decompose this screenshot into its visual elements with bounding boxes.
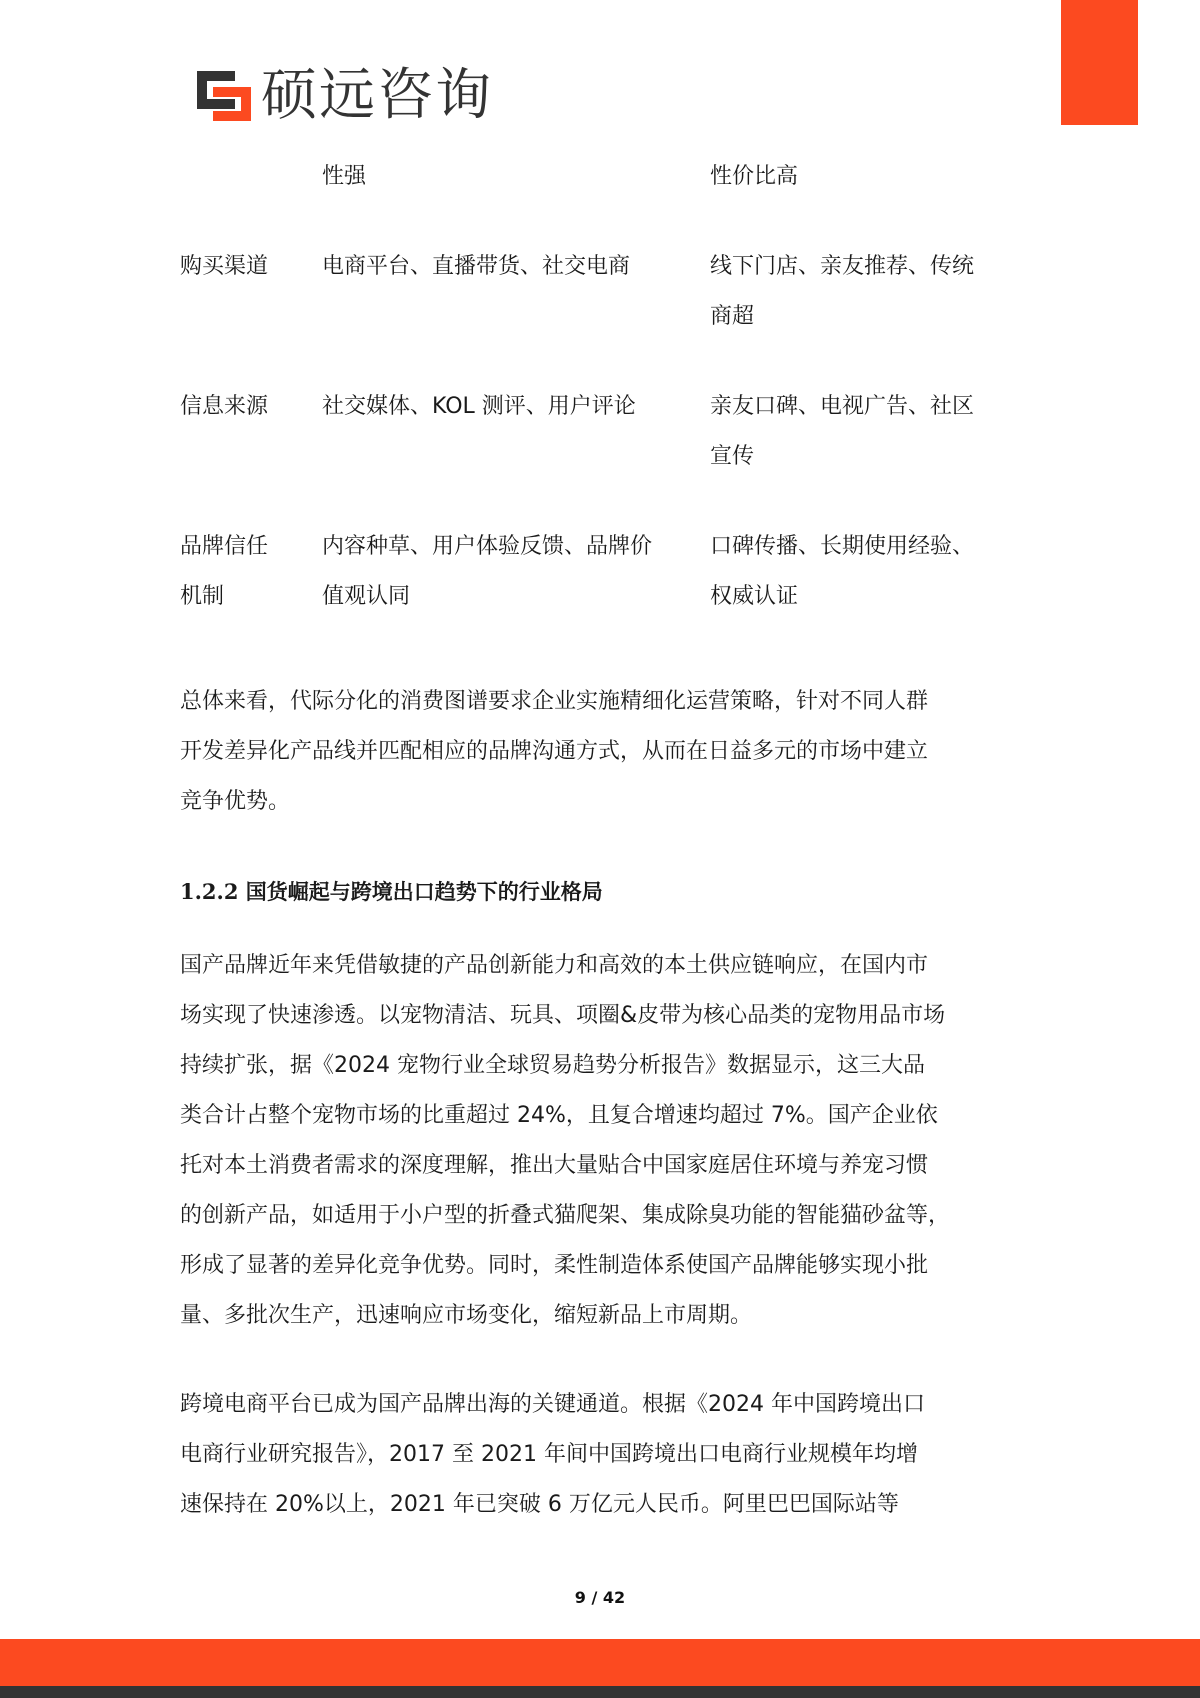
summary-paragraph [180,677,1020,827]
body-paragraph [180,941,1020,1341]
bracket-logo-icon [195,69,253,123]
table-cell: 商超 [710,304,755,329]
table-cell: 内容种草、用户体验反馈、品牌价 [322,534,653,559]
table-cell: 亲友口碑、电视广告、社区 [710,394,975,419]
page-indicator: 9 / 42 [574,1588,626,1607]
table-cell: 线下门店、亲友推荐、传统 [710,254,975,279]
text-line: 托对本土消费者需求的深度理解，推出大量贴合中国家庭居住环境与养宠习惯 [180,1153,929,1178]
table-row-label: 购买渠道 [180,254,269,279]
text-line: 开发差异化产品线并匹配相应的品牌沟通方式，从而在日益多元的市场中建立 [180,739,929,764]
table-cell: 性价比高 [710,164,799,189]
text-line: 的创新产品，如适用于小户型的折叠式猫爬架、集成除臭功能的智能猫砂盆等， [180,1203,951,1228]
brand-name: 硕远咨询 [261,63,493,128]
table-cell: 电商平台、直播带货、社交电商 [322,254,631,279]
text-line: 速保持在 20%以上，2021 年已突破 6 万亿元人民币。阿里巴巴国际站等 [180,1492,899,1517]
table-cell: 口碑传播、长期使用经验、 [710,534,975,559]
corner-accent-tab [1061,0,1138,125]
text-line: 总体来看，代际分化的消费图谱要求企业实施精细化运营策略，针对不同人群 [180,689,929,714]
table-cell: 宣传 [710,444,755,469]
table-row-label: 品牌信任 [180,534,269,559]
table-cell: 值观认同 [322,584,411,609]
text-line: 竞争优势。 [180,789,291,814]
table-cell: 权威认证 [710,584,799,609]
table-row-label: 机制 [180,584,225,609]
text-line: 类合计占整个宠物市场的比重超过 24%，且复合增速均超过 7%。国产企业依 [180,1103,938,1128]
table-cell: 社交媒体、KOL 测评、用户评论 [322,394,636,419]
table-row-label: 信息来源 [180,394,269,419]
brand-logo [195,63,493,128]
text-line: 国产品牌近年来凭借敏捷的产品创新能力和高效的本土供应链响应，在国内市 [180,953,929,978]
footer-accent-band [0,1639,1200,1686]
footer-dark-band [0,1686,1200,1698]
text-line: 场实现了快速渗透。以宠物清洁、玩具、项圈&皮带为核心品类的宠物用品市场 [180,1003,946,1028]
text-line: 形成了显著的差异化竞争优势。同时，柔性制造体系使国产品牌能够实现小批 [180,1253,929,1278]
text-line: 电商行业研究报告》，2017 至 2021 年间中国跨境出口电商行业规模年均增 [180,1442,918,1467]
text-line: 跨境电商平台已成为国产品牌出海的关键通道。根据《2024 年中国跨境出口 [180,1392,925,1417]
text-line: 持续扩张，据《2024 宠物行业全球贸易趋势分析报告》数据显示，这三大品 [180,1053,925,1078]
body-paragraph [180,1380,1020,1530]
section-heading: 1.2.2 国货崛起与跨境出口趋势下的行业格局 [180,879,603,904]
table-cell: 性强 [322,164,367,189]
text-line: 量、多批次生产，迅速响应市场变化，缩短新品上市周期。 [180,1303,753,1328]
